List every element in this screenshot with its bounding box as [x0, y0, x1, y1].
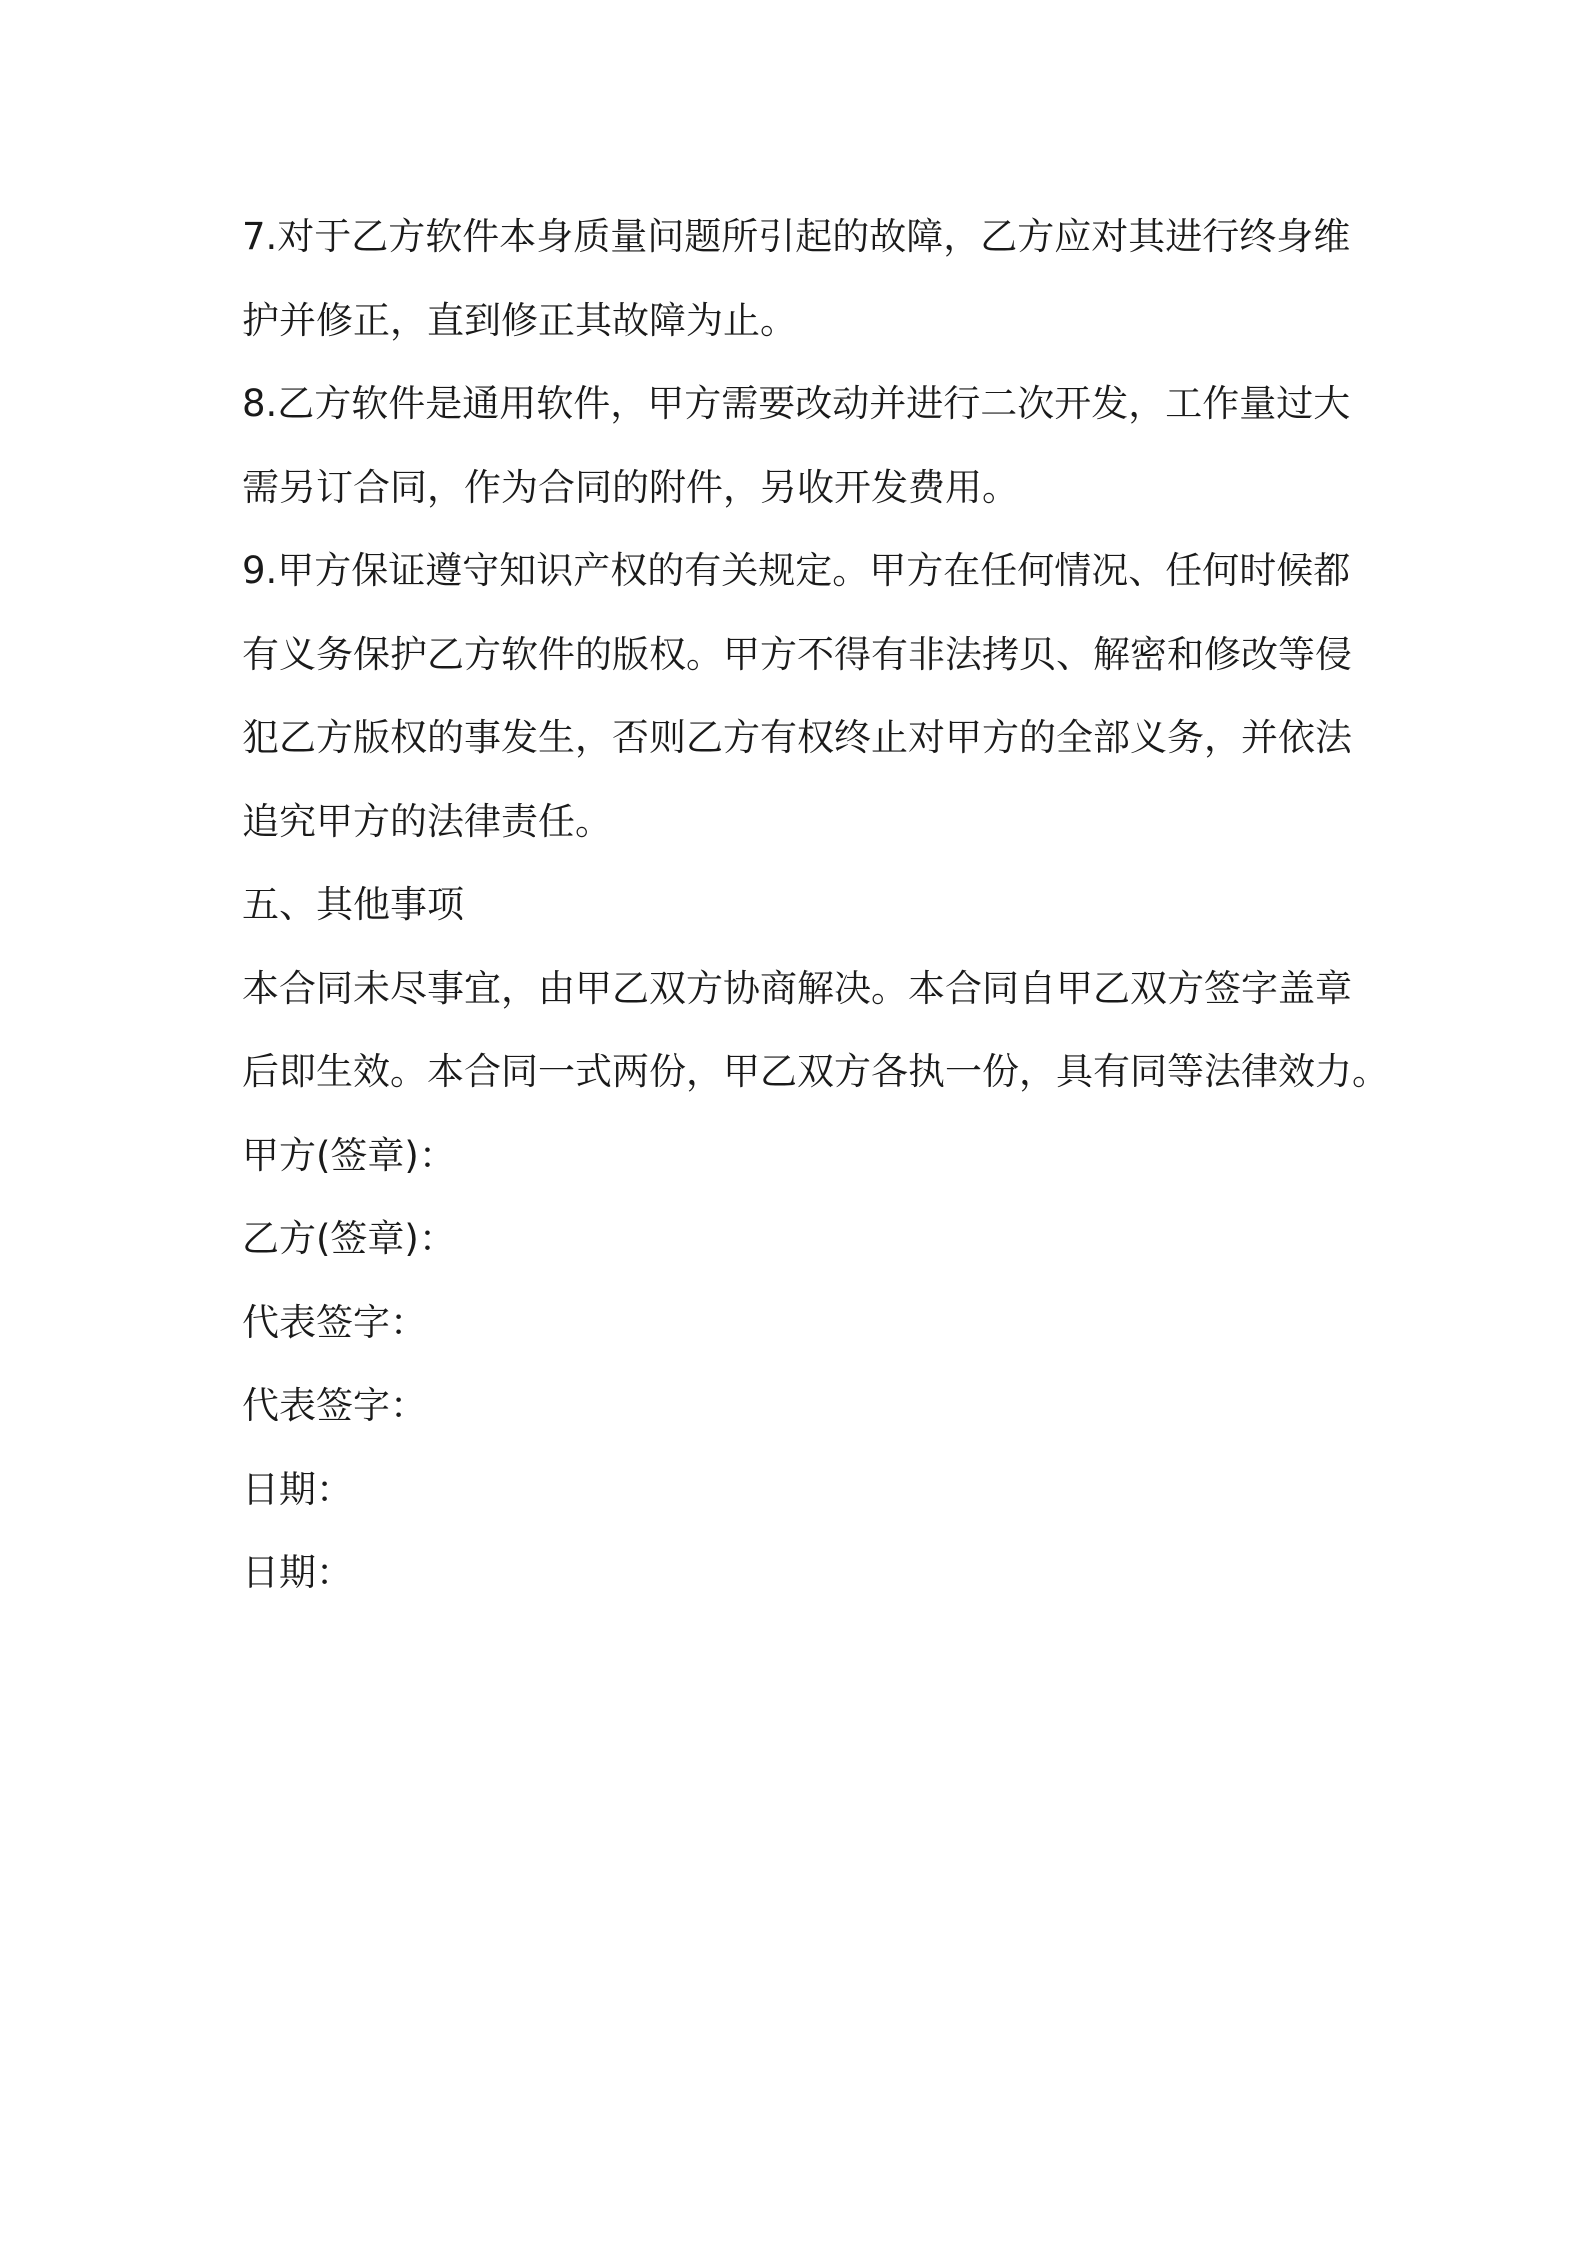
- clause-9-line-2: 有义务保护乙方软件的版权。甲方不得有非法拷贝、解密和修改等侵: [242, 632, 1352, 676]
- date-label: 日期：: [242, 1467, 353, 1511]
- clause-9-line-1: 9.甲方保证遵守知识产权的有关规定。甲方在任何情况、任何时候都: [242, 549, 1351, 592]
- clause-7: [242, 195, 1362, 362]
- section-5-line-1: 本合同未尽事宜，由甲乙双方协商解决。本合同自甲乙双方签字盖章: [242, 966, 1352, 1010]
- clause-8-line-2: 需另订合同，作为合同的附件，另收开发费用。: [242, 465, 1019, 509]
- clause-7-line-2: 护并修正，直到修正其故障为止。: [242, 298, 797, 342]
- clause-9-line-4: 追究甲方的法律责任。: [242, 799, 612, 843]
- party-a-seal-label: 甲方(签章)：: [242, 1133, 456, 1177]
- section-5-body: [242, 947, 1389, 1114]
- clause-9: [242, 529, 1362, 863]
- representative-signature-label: 代表签字：: [242, 1300, 427, 1344]
- representative-signature-label: 代表签字：: [242, 1384, 427, 1427]
- clause-9-line-3: 犯乙方版权的事发生，否则乙方有权终止对甲方的全部义务，并依法: [242, 716, 1352, 759]
- clause-7-line-1: 7.对于乙方软件本身质量问题所引起的故障，乙方应对其进行终身维: [242, 215, 1351, 258]
- party-b-seal-label: 乙方(签章)：: [242, 1217, 456, 1260]
- section-5-heading: 五、其他事项: [242, 883, 464, 926]
- section-5-line-2: 后即生效。本合同一式两份，甲乙双方各执一份，具有同等法律效力。: [242, 1050, 1389, 1093]
- signature-block: [242, 1114, 1362, 1615]
- clause-8-line-1: 8.乙方软件是通用软件，甲方需要改动并进行二次开发，工作量过大: [242, 382, 1351, 425]
- date-label: 日期：: [242, 1551, 353, 1594]
- document-body: [242, 195, 1389, 1615]
- clause-8: [242, 362, 1362, 529]
